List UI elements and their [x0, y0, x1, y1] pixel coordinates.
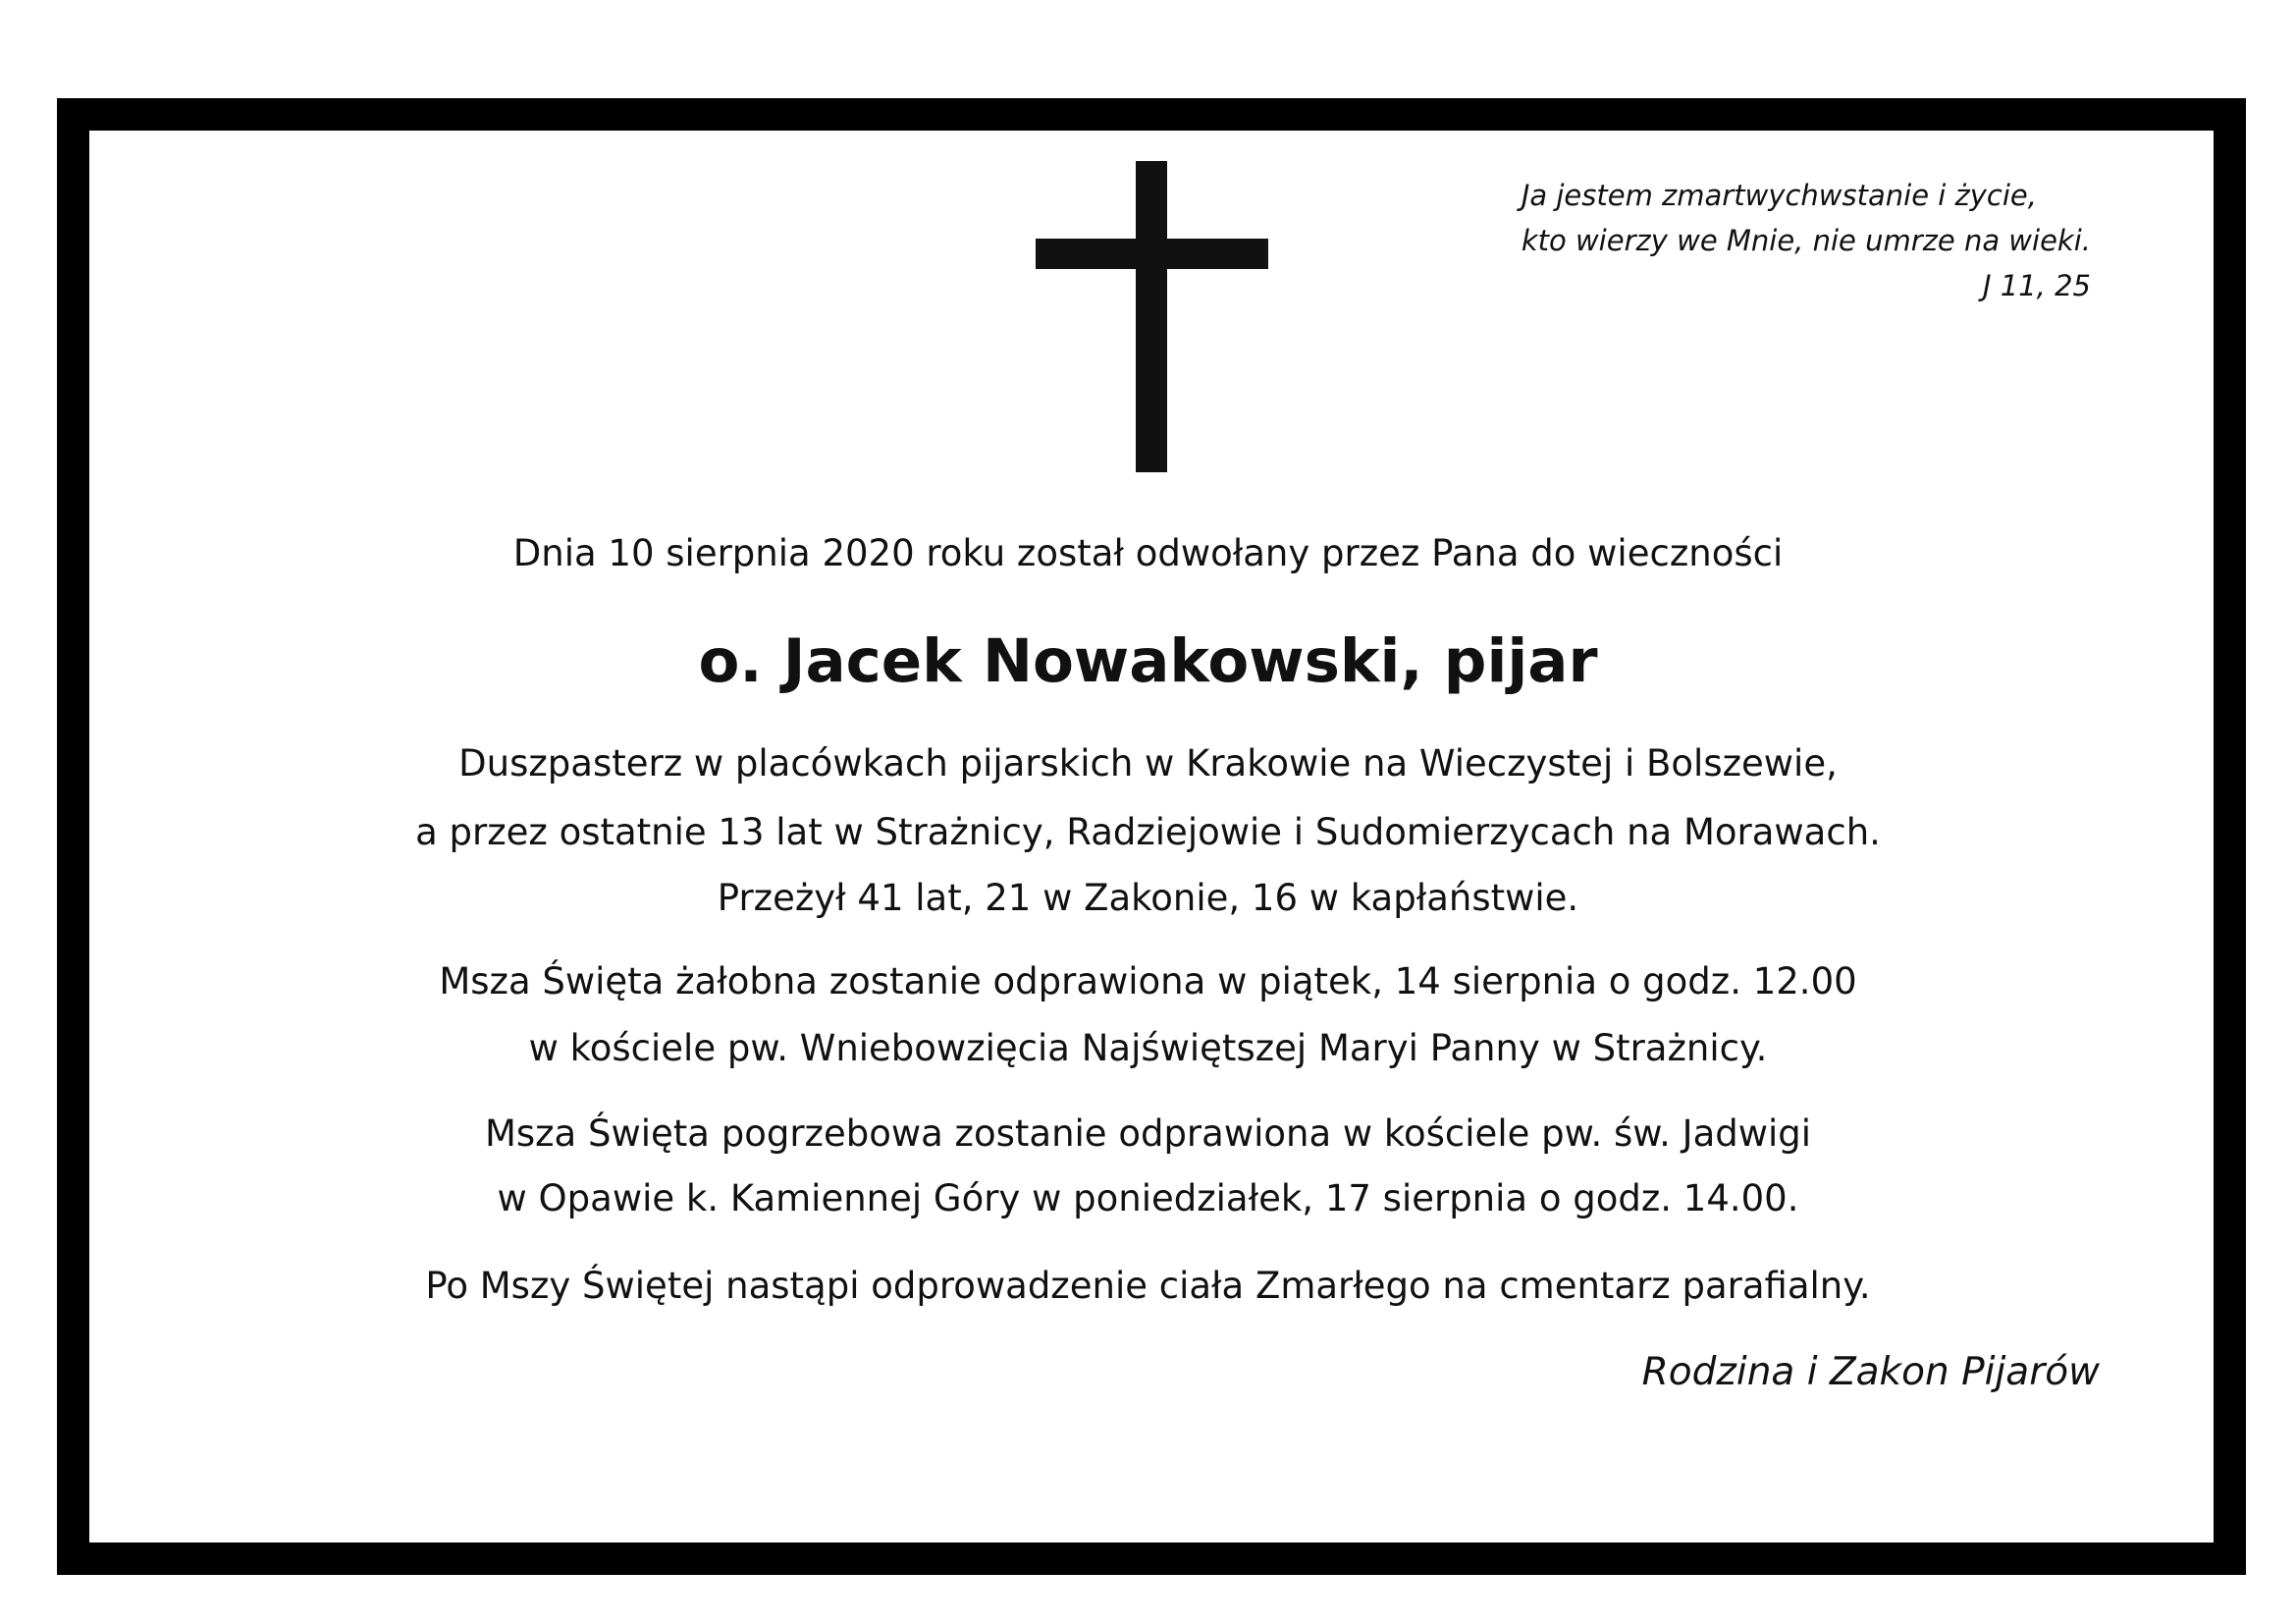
biography-line-2: a przez ostatnie 13 lat w Strażnicy, Radziejowie i Sudomierzycach na Morawach. — [415, 811, 1881, 853]
signature: Rodzina i Zakon Pijarów — [1641, 1350, 2100, 1394]
bible-quote — [1522, 173, 2091, 308]
burial-mass-line-2: w Opawie k. Kamiennej Góry w poniedziałek, 17 sierpnia o godz. 14.00. — [497, 1177, 1799, 1219]
cross-horizontal-bar — [1036, 239, 1268, 269]
burial-mass-line-1: Msza Święta pogrzebowa zostanie odprawiona w kościele pw. św. Jadwigi — [484, 1112, 1812, 1155]
funeral-mass-line-2: w kościele pw. Wniebowzięcia Najświętszej Maryi Panny w Strażnicy. — [528, 1027, 1768, 1069]
funeral-mass-line-1: Msza Święta żałobna zostanie odprawiona w piątek, 14 sierpnia o godz. 12.00 — [439, 960, 1857, 1002]
quote-reference: J 11, 25 — [1982, 269, 2091, 302]
cross-vertical-bar — [1136, 161, 1167, 472]
biography-line-1: Duszpasterz w placówkach pijarskich w Krakowie na Wieczystej i Bolszewie, — [458, 742, 1838, 785]
deceased-name: o. Jacek Nowakowski, pijar — [698, 626, 1598, 696]
announcement-text: Dnia 10 sierpnia 2020 roku został odwołany przez Pana do wieczności — [512, 532, 1784, 574]
procession-text: Po Mszy Świętej nastąpi odprowadzenie ciała Zmarłego na cmentarz parafialny. — [425, 1265, 1871, 1307]
quote-line-2: kto wierzy we Mnie, nie umrze na wieki. — [1521, 224, 2091, 257]
quote-line-1: Ja jestem zmartwychwstanie i życie, — [1521, 179, 2037, 212]
biography-line-3: Przeżył 41 lat, 21 w Zakonie, 16 w kapłaństwie. — [717, 877, 1579, 919]
cross-icon — [1036, 161, 1268, 472]
